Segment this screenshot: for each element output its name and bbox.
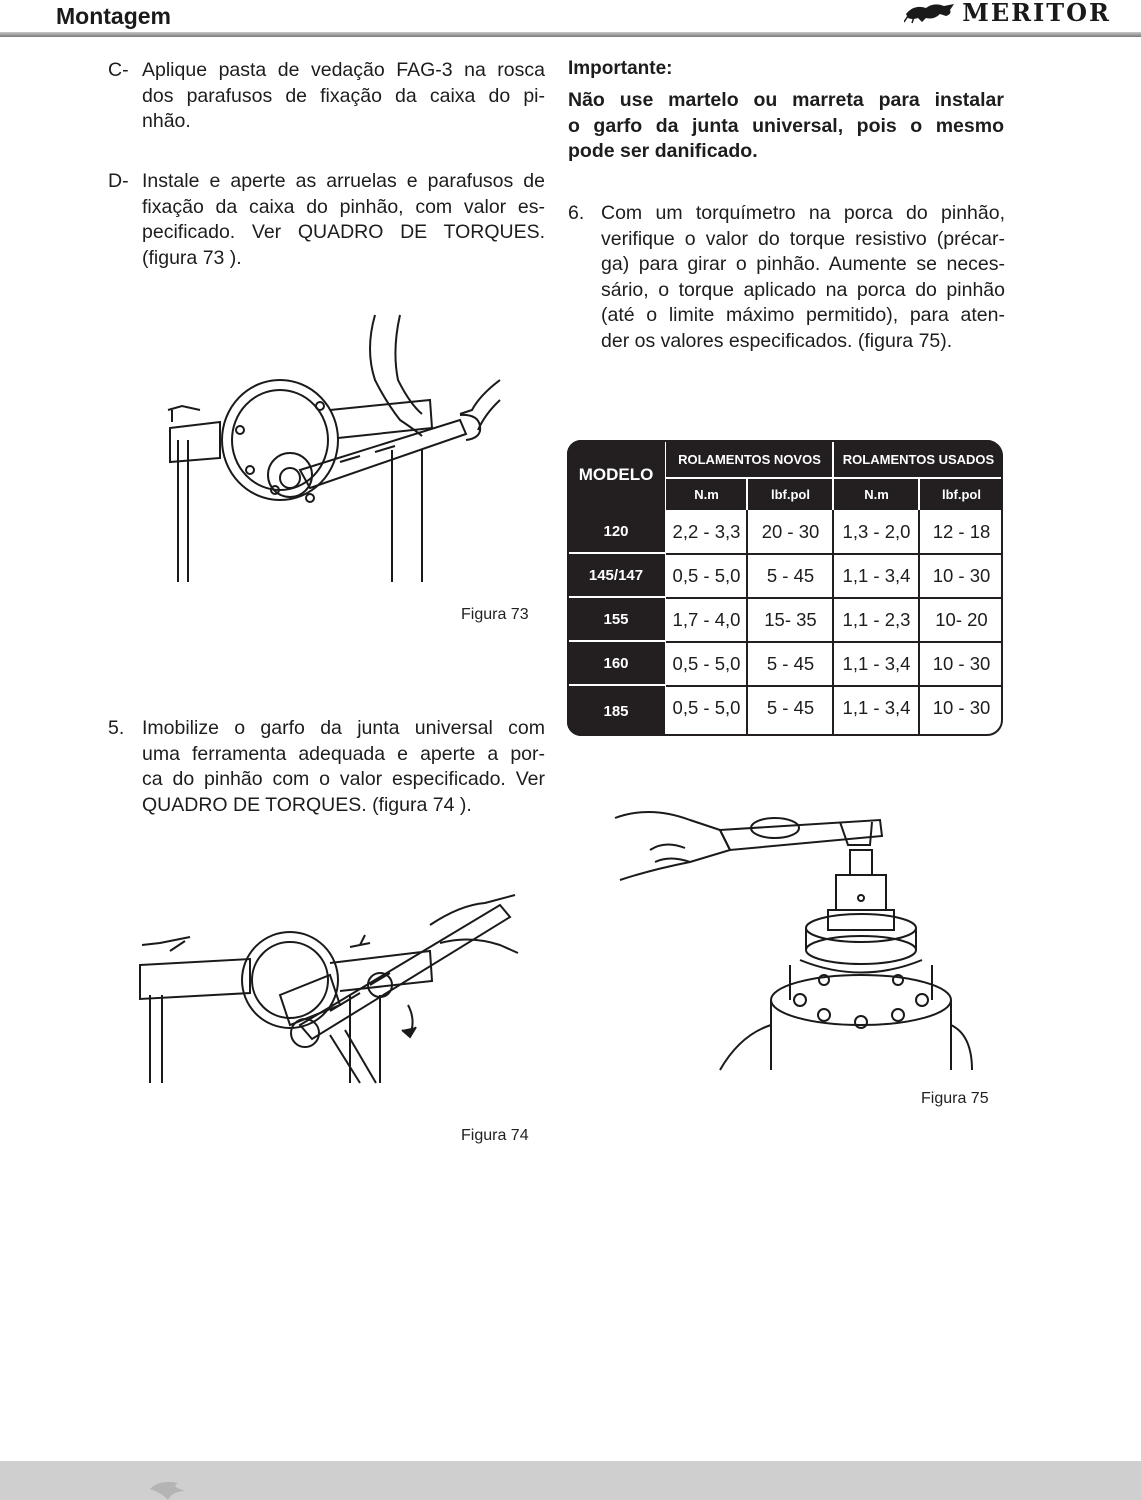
table-unit-header: lbf.pol [920, 479, 1003, 510]
table-header-new-bearings: ROLAMENTOS NOVOS [666, 440, 833, 478]
table-cell: 10 - 30 [932, 565, 991, 586]
table-cell: 0,5 - 5,0 [672, 653, 741, 674]
step-5 [108, 716, 545, 818]
table-unit-header: N.m [834, 479, 919, 510]
row-divider [567, 552, 665, 554]
text-line: ca do pinhão com o valor especificado. Ver [142, 768, 545, 790]
row-divider [666, 597, 1003, 599]
table-row-model: 185 [567, 686, 665, 736]
text-line: Não use martelo ou marreta para instalar [568, 89, 1004, 111]
text-line: pode ser danificado. [568, 140, 758, 162]
text-line: Instale e aperte as arruelas e parafusos de [142, 170, 545, 192]
header-divider [666, 477, 1003, 479]
text-line: ga) para girar o pinhão. Aumente se neces- [601, 253, 1005, 275]
row-divider [567, 684, 665, 686]
table-cell: 0,5 - 5,0 [672, 697, 741, 718]
table-cell: 1,1 - 3,4 [842, 653, 911, 674]
step-c [108, 58, 545, 135]
table-cell: 1,3 - 2,0 [842, 521, 911, 542]
figure-75-caption: Figura 75 [921, 1090, 989, 1107]
column-divider [746, 510, 748, 736]
table-cell: 5 - 45 [766, 697, 815, 718]
text-line: fixação da caixa do pinhão, com valor es- [142, 195, 545, 218]
step-marker: 6. [568, 202, 585, 224]
text-line: o garfo da junta universal, pois o mesmo [568, 114, 1004, 137]
text-line: (até o limite máximo permitido), para aten- [601, 304, 1005, 326]
section-title: Montagem [56, 3, 171, 29]
header-rule [0, 32, 1141, 37]
table-cell: 15- 35 [764, 609, 817, 630]
figure-74-illustration [130, 885, 520, 1090]
figure-75-illustration [610, 800, 980, 1075]
step-6 [568, 201, 1005, 354]
table-cell: 10- 20 [935, 609, 988, 630]
table-row-model: 145/147 [567, 554, 665, 596]
table-row-model: 120 [567, 510, 665, 552]
text-line: dos parafusos de fixação da caixa do pi- [142, 84, 545, 107]
text-line: verifique o valor do torque resistivo (précar- [601, 227, 1005, 250]
table-cell: 1,1 - 3,4 [842, 565, 911, 586]
step-marker: D- [108, 170, 129, 192]
header-divider [918, 479, 920, 510]
row-divider [666, 685, 1003, 687]
text-line: Aplique pasta de vedação FAG-3 na rosca [142, 59, 545, 81]
row-divider [666, 641, 1003, 643]
row-divider [567, 640, 665, 642]
important-title: Importante: [568, 58, 673, 79]
table-cell: 20 - 30 [761, 521, 820, 542]
meritor-bull-icon [904, 0, 956, 24]
column-divider [918, 510, 920, 736]
table-cell: 1,1 - 3,4 [842, 697, 911, 718]
text-line: (figura 73 ). [142, 246, 242, 269]
table-cell: 5 - 45 [766, 565, 815, 586]
text-line: sário, o torque aplicado na porca do pinhão [601, 278, 1005, 301]
column-divider [832, 510, 834, 736]
header-divider [746, 479, 748, 510]
table-cell: 2,2 - 3,3 [672, 521, 741, 542]
step-marker: 5. [108, 717, 125, 739]
row-divider [666, 553, 1003, 555]
text-line: pecificado. Ver QUADRO DE TORQUES. [142, 221, 545, 243]
footer-logo-icon [148, 1479, 188, 1500]
text-line: uma ferramenta adequada e aperte a por- [142, 742, 545, 765]
important-body [568, 88, 1004, 165]
table-cell: 0,5 - 5,0 [672, 565, 741, 586]
text-line: nhão. [142, 110, 191, 132]
table-cell: 10 - 30 [932, 653, 991, 674]
table-header-used-bearings: ROLAMENTOS USADOS [834, 440, 1003, 478]
table-cell: 1,7 - 4,0 [672, 609, 741, 630]
table-row-model: 155 [567, 598, 665, 640]
figure-74-caption: Figura 74 [461, 1127, 529, 1144]
table-header-modelo: MODELO [567, 440, 665, 510]
text-line: der os valores especificados. (figura 75). [601, 329, 953, 352]
torque-table [567, 440, 1003, 736]
page-footer [0, 1461, 1141, 1500]
page-header [0, 0, 1141, 36]
figure-73-caption: Figura 73 [461, 606, 529, 623]
table-cell: 12 - 18 [932, 521, 991, 542]
header-divider [832, 440, 834, 510]
table-cell: 5 - 45 [766, 653, 815, 674]
table-cell: 1,1 - 2,3 [842, 609, 911, 630]
step-marker: C- [108, 59, 129, 81]
brand-name: MERITOR [962, 0, 1111, 27]
table-cell: 10 - 30 [932, 697, 991, 718]
table-unit-header: N.m [666, 479, 747, 510]
text-line: Imobilize o garfo da junta universal com [142, 717, 545, 739]
text-line: QUADRO DE TORQUES. (figura 74 ). [142, 793, 472, 816]
table-row-model: 160 [567, 642, 665, 684]
figure-73-illustration [160, 310, 510, 585]
row-divider [567, 596, 665, 598]
text-line: Com um torquímetro na porca do pinhão, [601, 202, 1005, 224]
brand-logo [904, 0, 1111, 26]
table-unit-header: lbf.pol [748, 479, 833, 510]
step-d [108, 169, 545, 271]
